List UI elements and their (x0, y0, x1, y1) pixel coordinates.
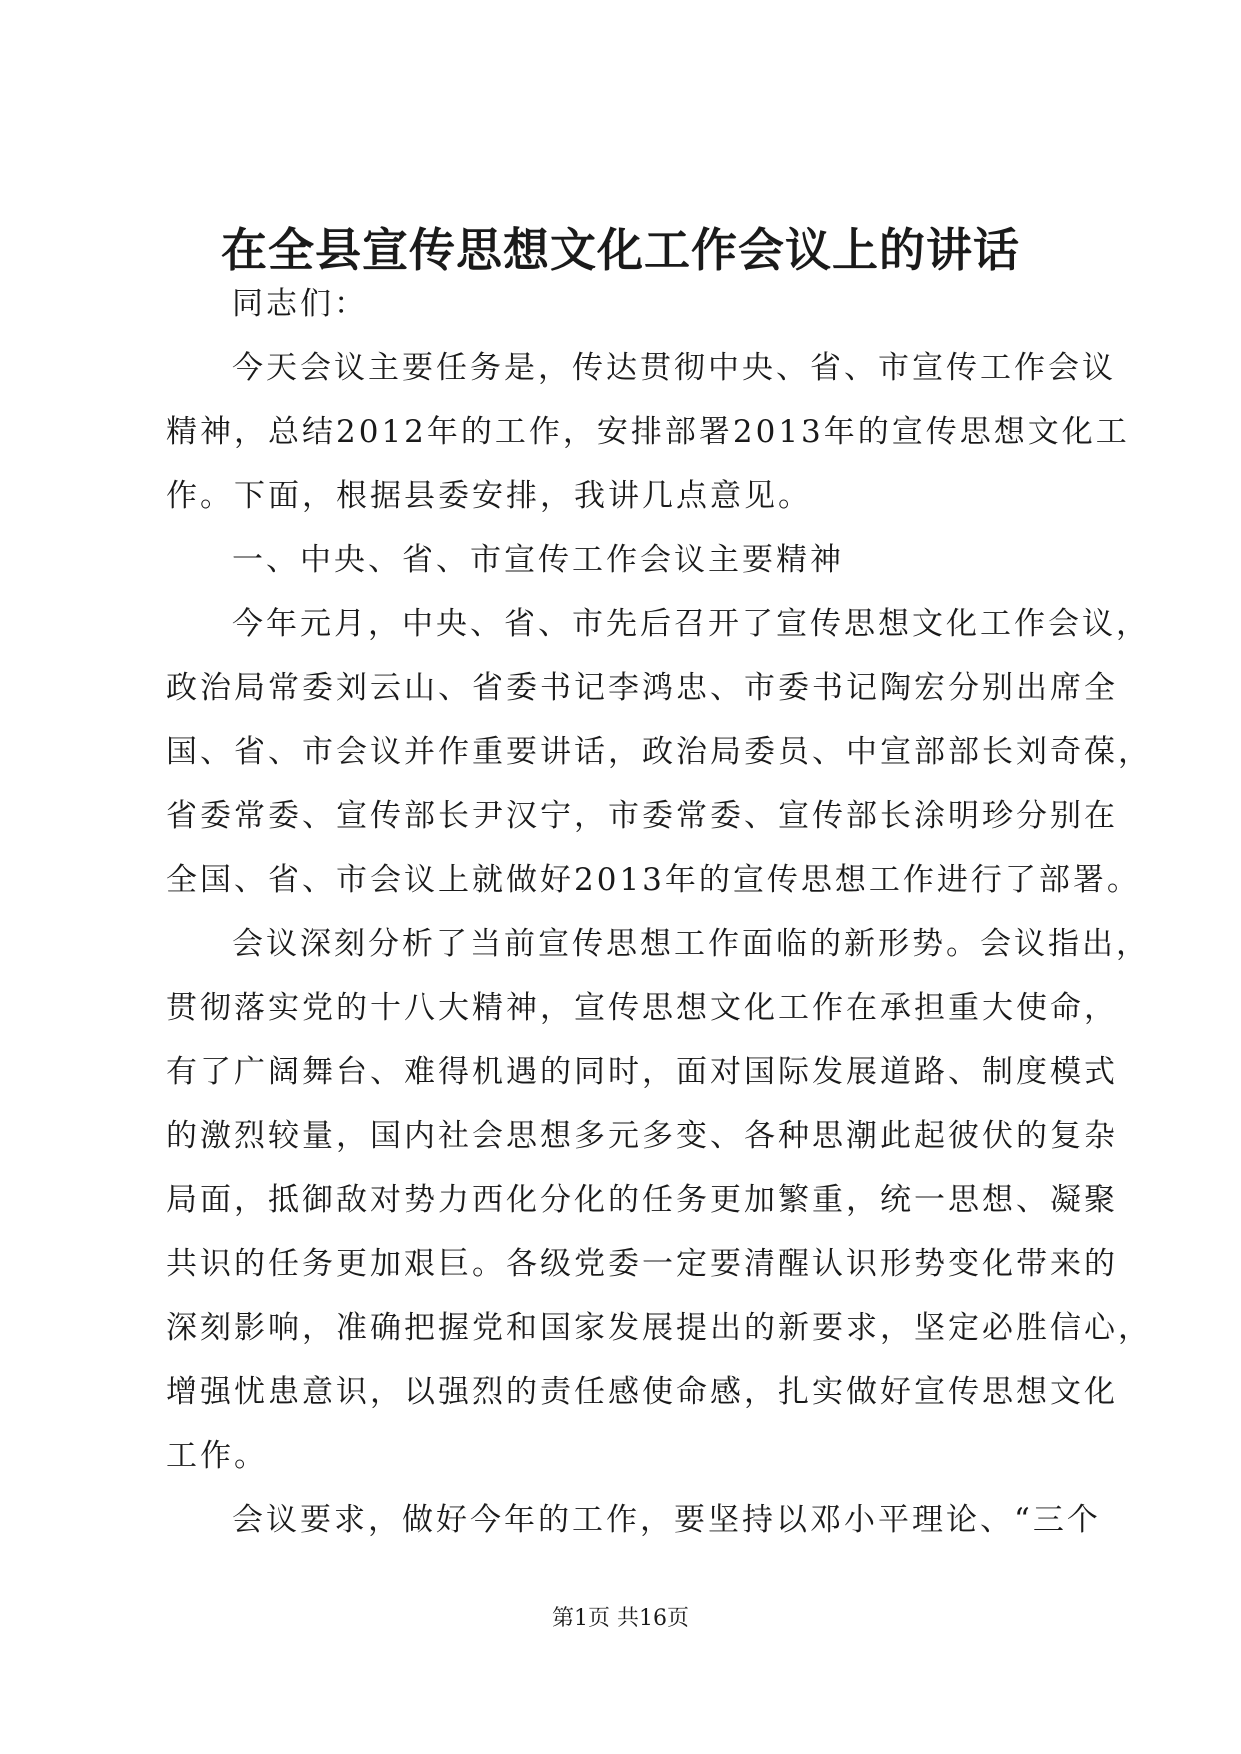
body-line: 国、省、市会议并作重要讲话，政治局委员、中宣部部长刘奇葆， (166, 734, 1152, 770)
body-line: 作。下面，根据县委安排，我讲几点意见。 (166, 478, 812, 514)
body-line: 会议深刻分析了当前宣传思想工作面临的新形势。会议指出， (232, 926, 1150, 962)
body-line: 一、中央、省、市宣传工作会议主要精神 (232, 542, 844, 578)
body-line: 今天会议主要任务是，传达贯彻中央、省、市宣传工作会议 (232, 350, 1116, 386)
body-line: 增强忧患意识，以强烈的责任感使命感，扎实做好宣传思想文化 (166, 1374, 1118, 1410)
body-line: 贯彻落实党的十八大精神，宣传思想文化工作在承担重大使命， (166, 990, 1118, 1026)
document-title: 在全县宣传思想文化工作会议上的讲话 (221, 223, 1020, 277)
body-line: 今年元月，中央、省、市先后召开了宣传思想文化工作会议， (232, 606, 1150, 642)
body-line: 共识的任务更加艰巨。各级党委一定要清醒认识形势变化带来的 (166, 1246, 1118, 1282)
page-footer: 第1页 共16页 (552, 1606, 689, 1631)
body-line: 局面，抵御敌对势力西化分化的任务更加繁重，统一思想、凝聚 (166, 1182, 1118, 1218)
body-line: 的激烈较量，国内社会思想多元多变、各种思潮此起彼伏的复杂 (166, 1118, 1118, 1154)
body-line: 同志们： (232, 286, 368, 322)
body-line: 省委常委、宣传部长尹汉宁，市委常委、宣传部长涂明珍分别在 (166, 798, 1118, 834)
body-line: 工作。 (166, 1438, 268, 1474)
body-line: 深刻影响，准确把握党和国家发展提出的新要求，坚定必胜信心， (166, 1310, 1152, 1346)
document-body (166, 272, 1152, 1552)
body-line: 有了广阔舞台、难得机遇的同时，面对国际发展道路、制度模式 (166, 1054, 1118, 1090)
body-line: 全国、省、市会议上就做好2013年的宣传思想工作进行了部署。 (166, 862, 1141, 898)
body-line: 精神，总结2012年的工作，安排部署2013年的宣传思想文化工 (166, 414, 1130, 450)
body-line: 政治局常委刘云山、省委书记李鸿忠、市委书记陶宏分别出席全 (166, 670, 1118, 706)
body-line: 会议要求，做好今年的工作，要坚持以邓小平理论、“三个 (232, 1502, 1101, 1538)
